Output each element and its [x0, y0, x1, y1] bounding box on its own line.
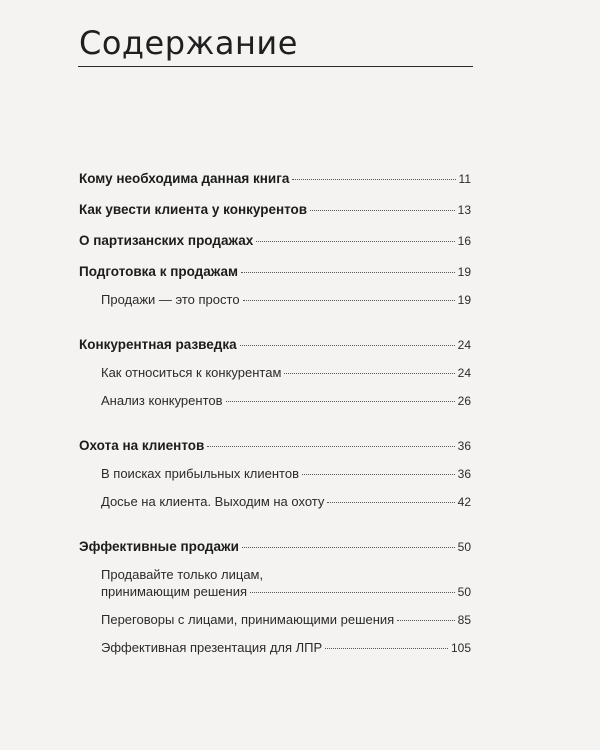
dot-leader	[256, 241, 454, 242]
dot-leader	[250, 592, 455, 593]
toc-entry-title: Анализ конкурентов	[101, 393, 223, 408]
dot-leader	[226, 401, 455, 402]
page-title: Содержание	[79, 24, 298, 62]
toc-entry-page: 19	[457, 293, 471, 307]
dot-leader	[397, 620, 454, 621]
toc-chapter-entry[interactable]	[79, 336, 471, 354]
toc-section-entry[interactable]	[79, 611, 471, 629]
toc-entry-title: Охота на клиентов	[79, 438, 205, 453]
toc-section-entry[interactable]	[79, 465, 471, 483]
toc-entry-title: Досье на клиента. Выходим на охоту	[101, 494, 325, 509]
toc-chapter-entry[interactable]	[79, 437, 471, 455]
toc-chapter-entry[interactable]	[79, 232, 471, 250]
toc-entry-page: 24	[457, 338, 471, 352]
dot-leader	[243, 300, 455, 301]
dot-leader	[327, 502, 454, 503]
toc-chapter-entry[interactable]	[79, 538, 471, 556]
toc-entry-title: Конкурентная разведка	[79, 337, 237, 352]
toc-entry-page: 85	[457, 613, 471, 627]
toc-entry-title: Продажи — это просто	[101, 292, 240, 307]
title-divider	[78, 66, 473, 67]
dot-leader	[310, 210, 455, 211]
dot-leader	[284, 373, 454, 374]
toc-section-entry[interactable]	[79, 392, 471, 410]
dot-leader	[292, 179, 455, 180]
toc-entry-page: 13	[457, 203, 471, 217]
toc-entry-title: Кому необходима данная книга	[79, 171, 290, 186]
dot-leader	[302, 474, 455, 475]
toc-entry-page: 36	[457, 439, 471, 453]
dot-leader	[241, 272, 455, 273]
toc-chapter-entry[interactable]	[79, 170, 471, 188]
toc-entry-page: 19	[457, 265, 471, 279]
toc-entry-title: Переговоры с лицами, принимающими решения	[101, 612, 395, 627]
toc-entry-title: Подготовка к продажам	[79, 264, 238, 279]
toc-entry-page: 16	[457, 234, 471, 248]
toc-entry-title: Как относиться к конкурентам	[101, 365, 282, 380]
toc-entry-page: 42	[457, 495, 471, 509]
toc-entry-title-line1: Продавайте только лицам,	[101, 567, 264, 582]
toc-entry-page: 36	[457, 467, 471, 481]
table-of-contents	[79, 170, 471, 657]
toc-entry-title: Как увести клиента у конкурентов	[79, 202, 308, 217]
toc-entry-title-line2: принимающим решения	[101, 584, 247, 599]
toc-chapter-entry[interactable]	[79, 263, 471, 281]
toc-entry-page: 50	[457, 585, 471, 599]
toc-entry-page: 26	[457, 394, 471, 408]
toc-entry-title: Эффективная презентация для ЛПР	[101, 640, 323, 655]
toc-entry-line2	[101, 583, 471, 601]
toc-entry-page: 105	[450, 641, 471, 655]
toc-chapter-entry[interactable]	[79, 201, 471, 219]
toc-section-entry[interactable]	[79, 566, 471, 601]
dot-leader	[240, 345, 455, 346]
toc-entry-page: 24	[457, 366, 471, 380]
dot-leader	[242, 547, 455, 548]
toc-entry-page: 11	[458, 172, 471, 186]
toc-entry-page: 50	[457, 540, 471, 554]
toc-entry-title: Эффективные продажи	[79, 539, 239, 554]
toc-section-entry[interactable]	[79, 291, 471, 309]
toc-entry-title: О партизанских продажах	[79, 233, 254, 248]
toc-section-entry[interactable]	[79, 493, 471, 511]
toc-section-entry[interactable]	[79, 639, 471, 657]
dot-leader	[207, 446, 454, 447]
toc-section-entry[interactable]	[79, 364, 471, 382]
dot-leader	[325, 648, 448, 649]
toc-entry-title: В поисках прибыльных клиентов	[101, 466, 299, 481]
